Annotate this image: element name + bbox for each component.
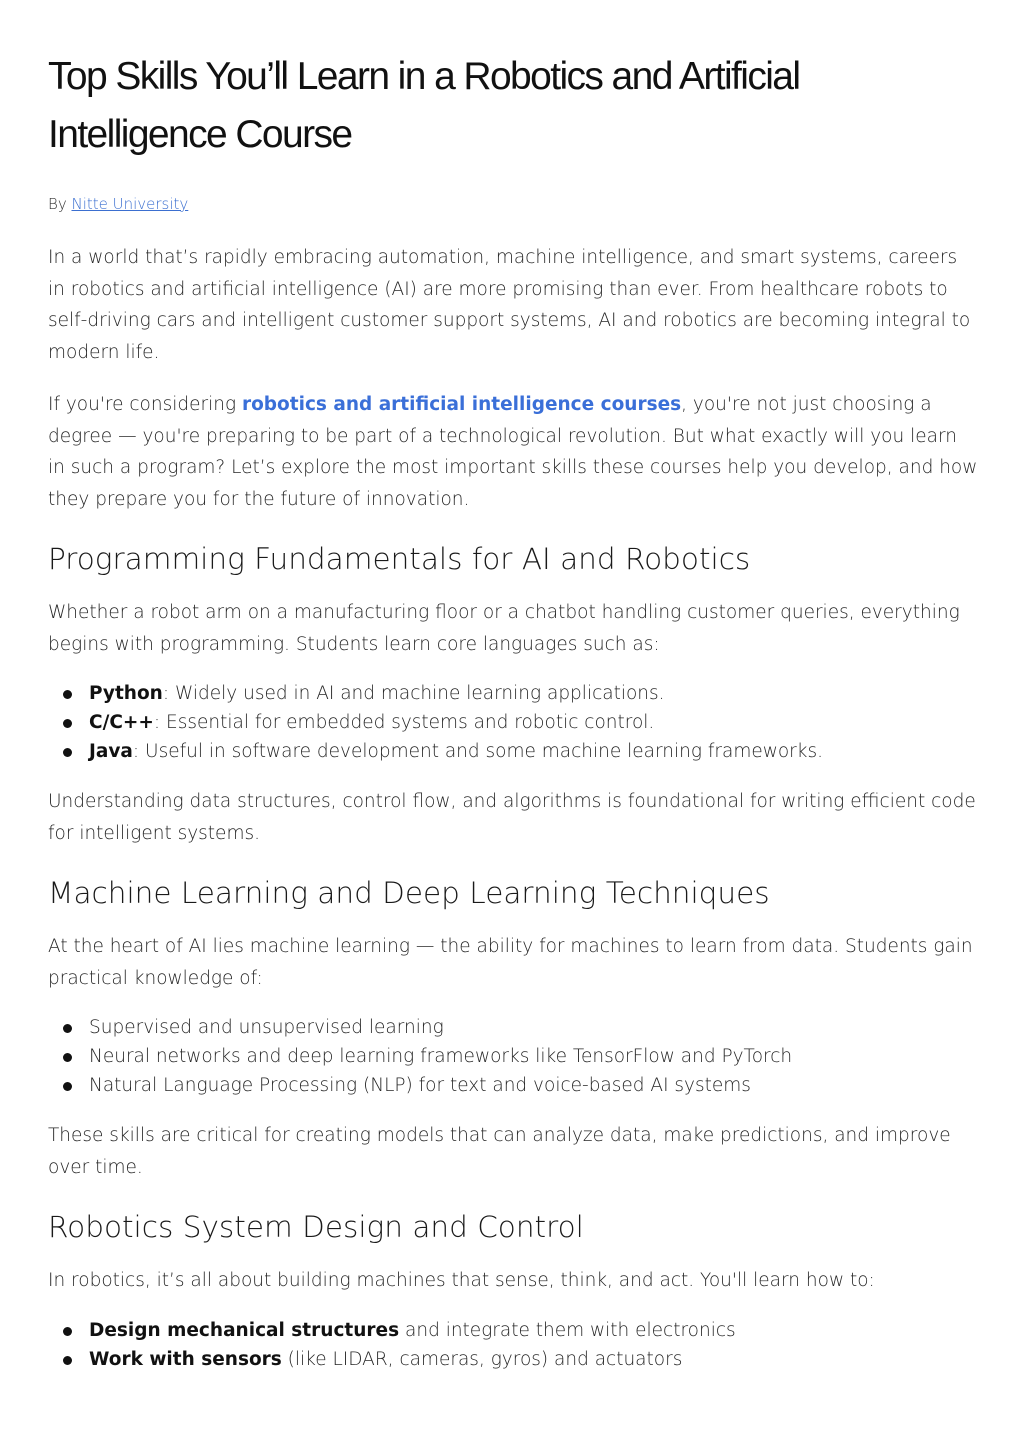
author-link[interactable]: Nitte University: [71, 195, 189, 213]
ml-topic-list: [48, 1013, 978, 1100]
section-lead-programming: Whether a robot arm on a manufacturing floor or a chatbot handling customer queries, everything begins with programming. Students learn core languages such as:: [48, 602, 960, 655]
list-item: [48, 737, 978, 766]
list-item: [48, 1042, 978, 1071]
list-item: [48, 1013, 978, 1042]
courses-link[interactable]: robotics and artificial intelligence courses: [241, 394, 682, 415]
list-item-text: (like LIDAR, cameras, gyros) and actuators: [281, 1348, 683, 1370]
article: [48, 48, 978, 1374]
section-closing-machine-learning: These skills are critical for creating models that can analyze data, make predictions, and improve over time.: [48, 1125, 951, 1178]
list-item-text: Neural networks and deep learning frameworks like TensorFlow and PyTorch: [89, 1046, 793, 1067]
list-item: [48, 1316, 978, 1345]
bullet-icon: [63, 1024, 72, 1033]
list-item: [48, 1071, 978, 1100]
bullet-icon: [63, 690, 72, 699]
section-closing-programming: Understanding data structures, control flow, and algorithms is foundational for writing efficient code for intelligent systems.: [48, 791, 976, 844]
bullet-icon: [63, 719, 72, 728]
list-item-bold: C/C++: [89, 712, 154, 733]
list-item: [48, 708, 978, 737]
list-item-bold: Design mechanical structures: [89, 1319, 400, 1341]
byline-prefix: By: [48, 195, 67, 213]
section-lead-robotics-design: In robotics, it’s all about building machines that sense, think, and act. You'll learn how to:: [48, 1270, 875, 1291]
intro-paragraph-1: In a world that’s rapidly embracing automation, machine intelligence, and smart systems, careers in robotics and artificial intelligence (AI) are more promising than ever. From healthcare robots to self-driving cars and intelligent customer support systems, AI and robotics are becoming integral to modern life.: [48, 247, 971, 363]
section-lead-machine-learning: At the heart of AI lies machine learning — the ability for machines to learn from data. Students gain practical knowledge of:: [48, 936, 973, 989]
bullet-icon: [63, 1053, 72, 1062]
bullet-icon: [63, 1327, 72, 1336]
intro-paragraph-2: [48, 389, 978, 515]
list-item-text: : Widely used in AI and machine learning applications.: [162, 683, 665, 704]
section-heading-programming: Programming Fundamentals for AI and Robotics: [48, 542, 751, 576]
list-item-text: : Useful in software development and some machine learning frameworks.: [132, 741, 824, 762]
intro-p2-after: , you're not just choosing a degree — you're preparing to be part of a technological revolution. But what exactly will you learn in such a program? Let’s explore the most important skills these courses help you develop, and how they prepare you for the future of innovation.: [48, 394, 978, 510]
list-item-text: : Essential for embedded systems and robotic control.: [153, 712, 655, 733]
section-heading-robotics-design: Robotics System Design and Control: [48, 1210, 584, 1244]
section-heading-machine-learning: Machine Learning and Deep Learning Techniques: [48, 876, 770, 910]
list-item-bold: Python: [89, 683, 163, 704]
language-list: [48, 679, 978, 766]
list-item: [48, 1345, 978, 1374]
list-item-bold: Work with sensors: [89, 1348, 282, 1370]
bullet-icon: [63, 1356, 72, 1365]
byline: [48, 192, 978, 216]
robotics-skill-list: [48, 1316, 978, 1374]
list-item: [48, 679, 978, 708]
list-item-text: Natural Language Processing (NLP) for text and voice-based AI systems: [89, 1075, 751, 1096]
list-item-text: and integrate them with electronics: [399, 1319, 736, 1341]
bullet-icon: [63, 1082, 72, 1091]
page-title: Top Skills You’ll Learn in a Robotics and Artificial Intelligence Course: [48, 55, 800, 156]
intro-p2-before: If you're considering: [48, 394, 242, 415]
bullet-icon: [63, 748, 72, 757]
list-item-text: Supervised and unsupervised learning: [89, 1017, 444, 1038]
list-item-bold: Java: [89, 741, 133, 762]
